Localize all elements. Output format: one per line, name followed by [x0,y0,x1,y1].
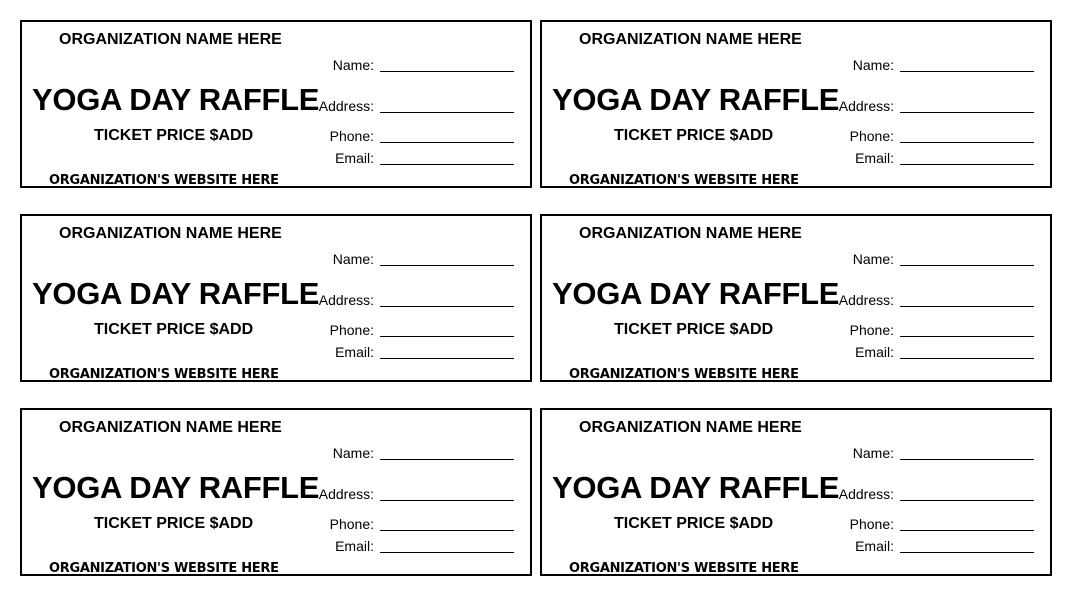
name-line[interactable] [900,252,1034,266]
organization-name: ORGANIZATION NAME HERE [579,31,802,48]
address-label: Address: [318,486,374,502]
raffle-title: YOGA DAY RAFFLE [552,276,840,311]
raffle-ticket [540,408,1052,576]
phone-line[interactable] [900,517,1034,531]
email-field [304,539,514,553]
name-label: Name: [852,57,894,73]
email-line[interactable] [900,151,1034,165]
address-field [304,487,514,501]
phone-label: Phone: [329,516,374,532]
raffle-title: YOGA DAY RAFFLE [32,470,320,505]
raffle-title: YOGA DAY RAFFLE [552,470,840,505]
name-label: Name: [332,445,374,461]
raffle-title: YOGA DAY RAFFLE [552,82,840,117]
address-field [824,487,1034,501]
ticket-price: TICKET PRICE $ADD [94,127,254,144]
address-line[interactable] [900,293,1034,307]
name-line[interactable] [380,58,514,72]
raffle-ticket [20,408,532,576]
address-line[interactable] [900,99,1034,113]
ticket-price: TICKET PRICE $ADD [614,515,774,532]
address-label: Address: [318,292,374,308]
organization-website: ORGANIZATION'S WEBSITE HERE [49,173,279,188]
organization-name: ORGANIZATION NAME HERE [59,31,282,48]
phone-field [824,323,1034,337]
phone-label: Phone: [329,128,374,144]
organization-name: ORGANIZATION NAME HERE [579,225,802,242]
address-label: Address: [838,292,894,308]
address-label: Address: [838,486,894,502]
phone-field [304,129,514,143]
address-label: Address: [838,98,894,114]
phone-line[interactable] [380,323,514,337]
name-line[interactable] [380,252,514,266]
email-field [824,345,1034,359]
name-field [824,446,1034,460]
phone-label: Phone: [329,322,374,338]
email-line[interactable] [380,539,514,553]
phone-line[interactable] [900,129,1034,143]
raffle-title: YOGA DAY RAFFLE [32,82,320,117]
email-label: Email: [335,150,374,166]
email-label: Email: [855,538,894,554]
organization-website: ORGANIZATION'S WEBSITE HERE [569,561,799,576]
raffle-ticket [540,214,1052,382]
organization-website: ORGANIZATION'S WEBSITE HERE [49,561,279,576]
name-field [824,58,1034,72]
name-label: Name: [332,57,374,73]
raffle-ticket [540,20,1052,188]
name-label: Name: [852,251,894,267]
phone-line[interactable] [380,517,514,531]
address-field [304,293,514,307]
ticket-price: TICKET PRICE $ADD [614,127,774,144]
phone-field [824,129,1034,143]
raffle-ticket [20,20,532,188]
phone-line[interactable] [380,129,514,143]
email-line[interactable] [900,345,1034,359]
email-line[interactable] [900,539,1034,553]
name-line[interactable] [900,446,1034,460]
name-line[interactable] [900,58,1034,72]
name-field [304,252,514,266]
organization-name: ORGANIZATION NAME HERE [59,225,282,242]
address-line[interactable] [380,293,514,307]
name-label: Name: [852,445,894,461]
organization-name: ORGANIZATION NAME HERE [59,419,282,436]
organization-website: ORGANIZATION'S WEBSITE HERE [49,367,279,382]
address-field [824,293,1034,307]
email-line[interactable] [380,151,514,165]
address-line[interactable] [900,487,1034,501]
address-field [304,99,514,113]
raffle-ticket [20,214,532,382]
name-line[interactable] [380,446,514,460]
ticket-price: TICKET PRICE $ADD [94,321,254,338]
phone-field [304,323,514,337]
raffle-title: YOGA DAY RAFFLE [32,276,320,311]
email-label: Email: [335,538,374,554]
email-label: Email: [855,150,894,166]
organization-name: ORGANIZATION NAME HERE [579,419,802,436]
organization-website: ORGANIZATION'S WEBSITE HERE [569,367,799,382]
email-field [304,151,514,165]
email-label: Email: [335,344,374,360]
phone-field [824,517,1034,531]
name-field [304,446,514,460]
phone-label: Phone: [849,322,894,338]
ticket-price: TICKET PRICE $ADD [614,321,774,338]
name-field [304,58,514,72]
address-label: Address: [318,98,374,114]
email-label: Email: [855,344,894,360]
address-line[interactable] [380,487,514,501]
phone-field [304,517,514,531]
name-field [824,252,1034,266]
ticket-price: TICKET PRICE $ADD [94,515,254,532]
email-field [304,345,514,359]
organization-website: ORGANIZATION'S WEBSITE HERE [569,173,799,188]
email-field [824,539,1034,553]
address-field [824,99,1034,113]
phone-line[interactable] [900,323,1034,337]
phone-label: Phone: [849,128,894,144]
address-line[interactable] [380,99,514,113]
email-field [824,151,1034,165]
phone-label: Phone: [849,516,894,532]
email-line[interactable] [380,345,514,359]
name-label: Name: [332,251,374,267]
